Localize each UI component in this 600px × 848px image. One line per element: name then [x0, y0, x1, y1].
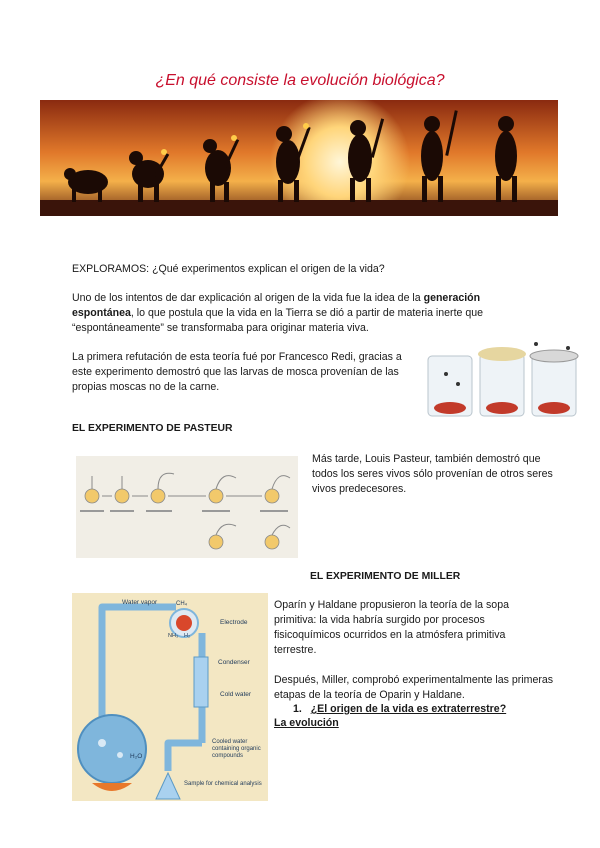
pasteur-paragraph: Más tarde, Louis Pasteur, también demostró que todos los seres vivos sólo provenían de otros seres vivos predecesores. [312, 453, 553, 495]
label-condenser: Condenser [218, 659, 250, 666]
label-h2o: H₂O [130, 753, 143, 760]
evolution-subheading: La evolución [274, 717, 339, 729]
list-item-text: ¿El origen de la vida es extraterrestre? [310, 703, 507, 715]
label-sample: Sample for chemical analysis [184, 781, 262, 787]
pasteur-flask-diagram [76, 456, 298, 558]
pasteur-heading: EL EXPERIMENTO DE PASTEUR [72, 423, 233, 434]
label-cooled-water: Cooled water containing organic compounds [212, 739, 261, 759]
explore-question: EXPLORAMOS: ¿Qué experimentos explican el origen de la vida? [72, 263, 385, 275]
list-item-extraterrestrial [293, 702, 573, 717]
miller-heading: EL EXPERIMENTO DE MILLER [310, 571, 461, 582]
label-ch4: CH₄ [176, 601, 188, 607]
label-electrode: Electrode [220, 619, 248, 626]
para1-text-a: Uno de los intentos de dar explicación al origen de la vida fue la idea de la [72, 292, 424, 304]
para1-bold-term: generación espontánea [72, 292, 481, 319]
label-water-vapor: Water vapor [122, 599, 158, 606]
label-h2: H₂ [184, 633, 191, 639]
label-nh3: NH₃ [168, 633, 179, 639]
page-title: ¿En qué consiste la evolución biológica? [155, 72, 445, 89]
redi-paragraph: La primera refutación de esta teoría fué por Francesco Redi, gracias a este experimento demostró que las larvas de mosca provenían de las propias moscas no de la carne. [72, 351, 402, 393]
miller-paragraph: Después, Miller, comprobó experimentalmente las primeras etapas de la teoría de Oparin y Haldane. [274, 674, 554, 701]
redi-jars-image [418, 338, 586, 420]
para1-text-b: , lo que postula que la vida en la Tierra se dió a partir de materia inerte que “espontáneamente” se transformaba para originar materia viva. [72, 307, 484, 334]
spontaneous-generation-paragraph [72, 291, 527, 336]
miller-apparatus-diagram [72, 593, 268, 801]
label-cold-water: Cold water [220, 691, 252, 698]
evolution-banner-image [40, 100, 558, 216]
list-number: 1. [293, 703, 302, 715]
primordial-soup-paragraph: Oparín y Haldane propusieron la teoría de la sopa primitiva: la vida habría surgido por procesos fisicoquímicos ocurridos en la atmósfera primitiva terrestre. [274, 599, 509, 656]
